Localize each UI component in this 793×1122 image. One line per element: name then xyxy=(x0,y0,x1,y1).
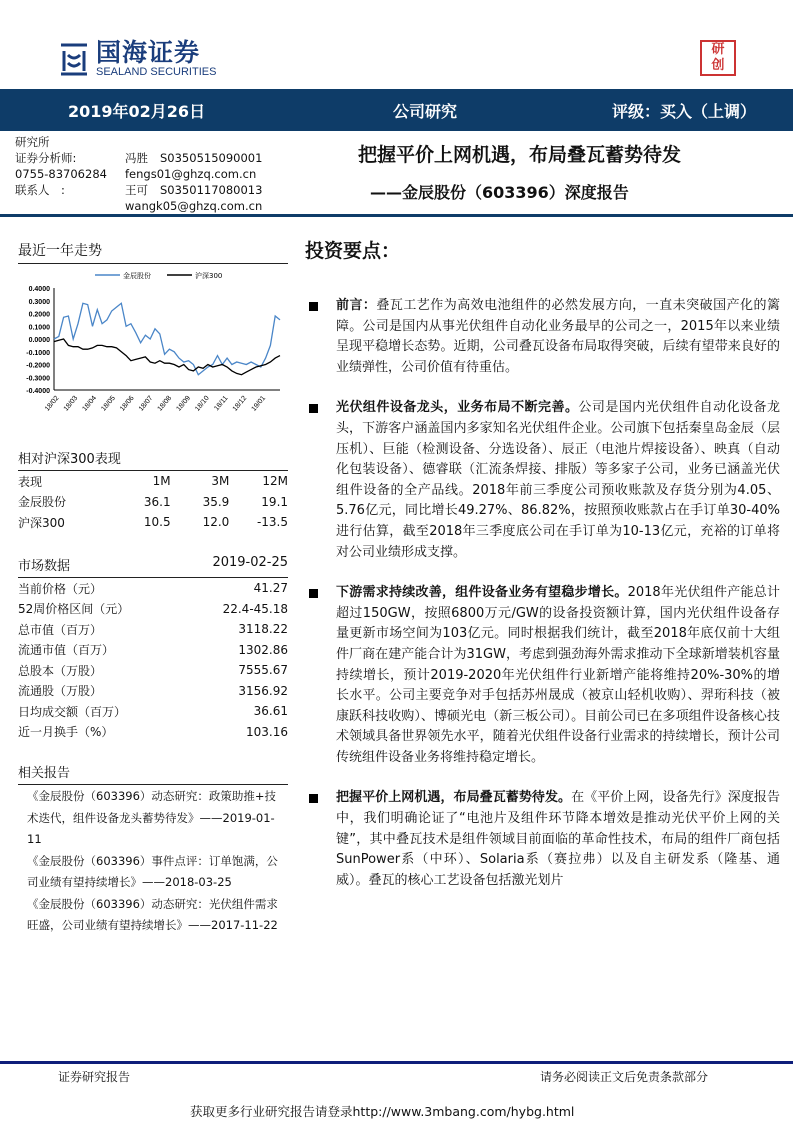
perf-header-row xyxy=(18,471,288,492)
y-tick-label: 0.3000 xyxy=(28,298,50,306)
market-value: 103.16 xyxy=(246,724,288,739)
x-tick-label: 18/04 xyxy=(81,394,99,413)
market-label: 52周价格区间（元） xyxy=(18,602,130,617)
market-value: 3118.22 xyxy=(238,622,288,637)
y-tick-label: -0.4000 xyxy=(26,388,50,395)
market-row xyxy=(18,660,288,681)
bullet-point xyxy=(305,398,780,563)
related-reports xyxy=(17,786,287,937)
perf-cell: 10.5 xyxy=(143,515,171,530)
header-divider xyxy=(0,214,793,217)
market-value: 36.61 xyxy=(253,704,288,719)
perf-title: 相对沪深300表现 xyxy=(18,448,288,471)
bullet-square-icon xyxy=(309,404,318,413)
bullet-body: 公司是国内光伏组件自动化设备龙头，下游客户涵盖国内多家知名光伏组件企业。公司旗下包括秦皇岛金辰（层压机）、巨能（检测设备、分选设备）、辰正（电池片焊接设备）、映真（自动化包装设备）、德睿联（汇流条焊接、排版）等多家子公司，业务已涵盖光伏组件设备的全产品线。2018年前三季度公司预收账款及存货分别为4.05、5.76亿元，同比增长49.27%、86.82%，按照预收账款占在手订单30-40%进行估算，截至2018年三季度底公司在手订单为10-13亿元，充裕的订单将对公司业绩形成支撑。 xyxy=(336,400,780,560)
analyst1-id: S0350515090001 xyxy=(160,151,263,165)
related-report-link[interactable]: 《金辰股份（603396）动态研究：政策助推+技术迭代，组件设备龙头蓄势待发》——2019-01-11 xyxy=(27,789,277,846)
bullet-point xyxy=(305,296,780,378)
market-value: 7555.67 xyxy=(238,663,288,678)
legend-label: 金辰股份 xyxy=(123,272,151,280)
legend-label: 沪深300 xyxy=(195,272,223,280)
x-tick-label: 18/05 xyxy=(100,394,117,413)
analyst2-name: 王可 xyxy=(125,183,148,197)
bullet-heading: 把握平价上网机遇，布局叠瓦蓄势待发。 xyxy=(336,790,572,806)
perf-cell: 表现 xyxy=(18,474,43,489)
bullet-text xyxy=(336,296,780,378)
x-tick-label: 18/10 xyxy=(194,394,211,413)
series-line-0 xyxy=(54,303,280,374)
phone: 0755-83706284 xyxy=(15,167,107,181)
related-title: 相关报告 xyxy=(18,762,288,785)
perf-cell: -13.5 xyxy=(256,515,289,530)
bullet-square-icon xyxy=(309,302,318,311)
points-title: 投资要点： xyxy=(305,240,401,262)
bullet-body: 2018年光伏组件产能总计超过150GW，按照6800万元/GW的设备投资额计算，国内光伏组件设备存量更新市场空间为103亿元。同时根据我们统计，截至2018年底仅前十大组件厂商在建产能合计为31GW，考虑到强劲海外需求推动下全球新增装机容量持续增长，预计2019-2020年光伏组件行业新增产能将维持20%-30%的增长水平。公司主要竞争对手包括苏州晟成（被京山轻机收购）、羿珩科技（被康跃科技收购）、博硕光电（新三板公司）。目前公司已在多项组件设备核心技术领域具备世界领先水平，随着光伏组件设备行业需求的持续增长，预计公司传统组件设备业务将维持稳定增长。 xyxy=(336,585,780,765)
bullet-body: 叠瓦工艺作为高效电池组件的必然发展方向，一直未突破国产化的篱障。公司是国内从事光伏组件自动化业务最早的公司之一，2015年以来业绩呈现平稳增长态势。近期，公司叠瓦设备布局取得突破，后续有望带来良好的业绩弹性，公司价值有待重估。 xyxy=(336,298,780,375)
market-label: 流通市值（百万） xyxy=(18,643,115,658)
bullet-square-icon xyxy=(309,794,318,803)
market-row xyxy=(18,619,288,640)
perf-row xyxy=(18,492,288,513)
report-category: 公司研究 xyxy=(393,102,458,121)
market-value: 3156.92 xyxy=(238,683,288,698)
y-tick-label: -0.2000 xyxy=(26,362,50,370)
related-report-link[interactable]: 《金辰股份（603396）动态研究：光伏组件需求旺盛，公司业绩有望持续增长》——2017-11-22 xyxy=(27,896,278,932)
bullet-heading: 前言： xyxy=(336,298,377,313)
analyst1-email[interactable]: fengs01@ghzq.com.cn xyxy=(125,167,257,181)
perf-cell: 12.0 xyxy=(202,515,230,530)
report-title: 把握平价上网机遇，布局叠瓦蓄势待发 xyxy=(358,144,682,166)
logo-cn: 国海证券 xyxy=(96,38,201,67)
perf-cell: 金辰股份 xyxy=(18,495,67,510)
footer-right: 请务必阅读正文后免责条款部分 xyxy=(540,1070,709,1084)
market-row xyxy=(18,701,288,722)
bullet-point xyxy=(305,788,780,891)
perf-cell: 1M xyxy=(152,474,171,489)
bullet-heading: 光伏组件设备龙头，业务布局不断完善。 xyxy=(336,400,579,416)
related-report-link[interactable]: 《金辰股份（603396）事件点评：订单饱满，公司业绩有望持续增长》——2018-03-25 xyxy=(27,853,278,889)
report-date: 2019年02月26日 xyxy=(68,102,206,121)
dept: 研究所 xyxy=(15,135,50,149)
footer-link[interactable]: 获取更多行业研究报告请登录http://www.3mbang.com/hybg.html xyxy=(190,1104,575,1119)
x-tick-label: 18/11 xyxy=(213,394,230,413)
y-tick-label: -0.1000 xyxy=(26,349,50,357)
x-tick-label: 18/08 xyxy=(156,394,174,413)
x-tick-label: 19/01 xyxy=(250,394,268,413)
x-tick-label: 18/02 xyxy=(43,394,61,413)
bullet-body: 在《平价上网，设备先行》深度报告中，我们明确论证了“电池片及组件环节降本增效是推动光伏平价上网的关键”，其中叠瓦技术是组件领域目前面临的革命性技术，布局的组件厂商包括SunPower系（中环）、Solaria系（赛拉弗）以及自主研发系（隆基、通威）。叠瓦的核心工艺设备包括激光划片 xyxy=(336,790,780,888)
market-title: 市场数据 xyxy=(18,559,71,574)
trend-title: 最近一年走势 xyxy=(18,240,288,264)
y-tick-label: 0.0000 xyxy=(28,337,50,344)
market-label: 日均成交额（百万） xyxy=(18,704,127,719)
perf-row xyxy=(18,512,288,533)
x-tick-label: 18/09 xyxy=(175,394,193,413)
market-value: 22.4-45.18 xyxy=(222,601,288,616)
market-label: 总股本（万股） xyxy=(18,663,103,678)
report-subtitle: ——金辰股份（603396）深度报告 xyxy=(370,183,629,202)
perf-cell: 35.9 xyxy=(202,494,230,509)
trend-chart xyxy=(0,265,300,415)
perf-cell: 36.1 xyxy=(143,494,171,509)
bullet-text xyxy=(336,398,780,563)
header-bar xyxy=(0,89,793,131)
analyst-info xyxy=(15,134,262,214)
contact-label: 联系人 : xyxy=(15,183,65,197)
market-label: 当前价格（元） xyxy=(18,581,103,596)
x-tick-label: 18/03 xyxy=(62,394,80,413)
bullet-text xyxy=(336,788,780,891)
footer-divider xyxy=(0,1061,793,1064)
rating: 评级：买入（上调） xyxy=(612,102,757,121)
market-date: 2019-02-25 xyxy=(212,555,288,570)
market-row xyxy=(18,640,288,661)
seal-logo: 研 创 xyxy=(700,40,736,76)
footer-left: 证券研究报告 xyxy=(58,1070,131,1084)
analyst2-id: S0350117080013 xyxy=(160,183,263,197)
analyst-label: 证券分析师: xyxy=(15,151,77,165)
logo-icon xyxy=(58,41,90,77)
bullet-point xyxy=(305,583,780,768)
analyst1-name: 冯胜 xyxy=(125,151,148,165)
market-row xyxy=(18,578,288,599)
bullet-text xyxy=(336,583,780,768)
y-tick-label: 0.4000 xyxy=(28,286,50,293)
perf-cell: 12M xyxy=(262,474,289,489)
market-row xyxy=(18,681,288,702)
logo-en: SEALAND SECURITIES xyxy=(96,66,217,78)
y-tick-label: 0.2000 xyxy=(28,311,50,319)
company-logo xyxy=(58,40,216,78)
investment-points xyxy=(305,296,780,911)
x-tick-label: 18/12 xyxy=(231,394,249,413)
y-tick-label: 0.1000 xyxy=(28,324,50,332)
market-value: 41.27 xyxy=(253,581,288,596)
bullet-heading: 下游需求持续改善，组件设备业务有望稳步增长。 xyxy=(336,585,628,601)
x-tick-label: 18/06 xyxy=(119,394,136,413)
market-label: 近一月换手（%） xyxy=(18,725,114,740)
market-section xyxy=(18,555,288,742)
perf-cell: 沪深300 xyxy=(18,515,65,530)
market-label: 总市值（百万） xyxy=(18,622,103,637)
market-value: 1302.86 xyxy=(238,642,288,657)
bullet-square-icon xyxy=(309,589,318,598)
perf-section xyxy=(18,448,288,533)
market-row xyxy=(18,599,288,620)
market-label: 流通股（万股） xyxy=(18,684,103,699)
market-table xyxy=(18,578,288,742)
x-tick-label: 18/07 xyxy=(137,394,155,413)
y-tick-label: -0.3000 xyxy=(26,375,50,383)
series-line-1 xyxy=(54,339,280,375)
market-row xyxy=(18,722,288,743)
analyst2-email[interactable]: wangk05@ghzq.com.cn xyxy=(125,199,263,213)
perf-cell: 19.1 xyxy=(261,494,289,509)
perf-cell: 3M xyxy=(211,474,230,489)
perf-table xyxy=(18,471,288,533)
